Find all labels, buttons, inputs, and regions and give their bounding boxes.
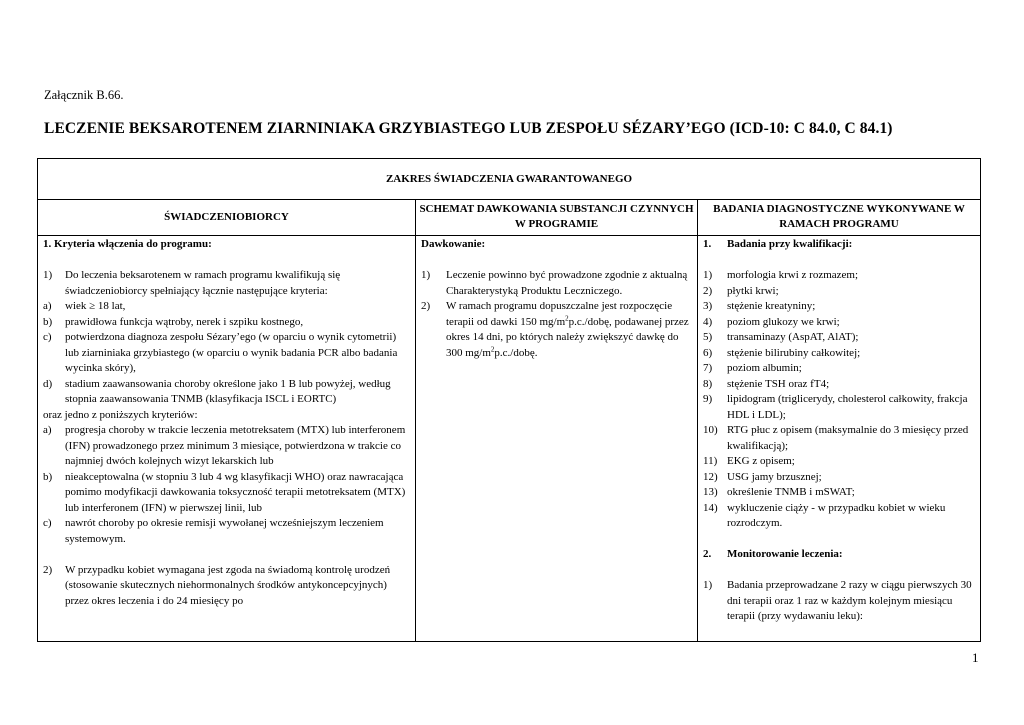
table-section-heading: ZAKRES ŚWIADCZENIA GWARANTOWANEGO <box>38 159 980 200</box>
program-table <box>37 158 981 642</box>
list-item <box>703 330 976 346</box>
list-item <box>703 361 976 377</box>
list-text <box>446 299 693 361</box>
list-item <box>43 516 411 547</box>
dosage-column <box>416 236 698 641</box>
list-marker: 11) <box>703 455 718 467</box>
page-number: 1 <box>972 650 979 665</box>
list-marker: 14) <box>703 501 718 514</box>
list-text: RTG płuc z opisem (maksymalnie do 3 miesięcy przed kwalifikacją); <box>727 424 969 452</box>
list-text: wykluczenie ciąży - w przypadku kobiet w wieku rozrodczym. <box>727 501 946 529</box>
list-item <box>43 330 411 377</box>
list-marker: 3) <box>703 300 713 312</box>
list-text: wiek ≥ 18 lat, <box>65 300 126 312</box>
list-item <box>43 377 411 408</box>
list-marker: 7) <box>703 362 713 374</box>
list-marker: 10) <box>703 424 718 436</box>
document-title: LECZENIE BEKSAROTENEM ZIARNINIAKA GRZYBIASTEGO LUB ZESPOŁU SÉZARY’EGO (ICD-10: C 84.0, C 84.1) <box>44 120 893 137</box>
list-item <box>703 377 976 393</box>
list-marker: 1) <box>703 579 713 591</box>
list-marker: 6) <box>703 346 713 359</box>
list-text: potwierdzona diagnoza zespołu Sézary’ego (w oparciu o wynik cytometrii) lub ziarniniaka grzybiastego (w oparciu o wynik badania PCR albo badania wycinka skóry), <box>65 331 398 374</box>
list-marker: b) <box>43 470 53 483</box>
list-text: stężenie kreatyniny; <box>727 300 816 312</box>
list-item <box>703 315 976 331</box>
list-marker: 2) <box>421 300 431 312</box>
dosage-title: Dawkowanie: <box>421 238 486 250</box>
list-item <box>703 346 976 362</box>
list-text: lipidogram (triglicerydy, cholesterol całkowity, frakcja HDL i LDL); <box>727 393 968 421</box>
section-title: Monitorowanie leczenia: <box>727 548 843 560</box>
list-marker: 8) <box>703 377 713 390</box>
list-item <box>43 423 411 470</box>
list-item <box>421 268 693 299</box>
additional-criteria-intro: oraz jedno z poniższych kryteriów: <box>43 408 198 421</box>
list-marker: b) <box>43 315 53 328</box>
list-marker: a) <box>43 424 52 436</box>
list-item <box>703 392 976 423</box>
list-item <box>421 299 693 361</box>
qualification-tests-list <box>703 268 976 532</box>
diagnostics-column <box>698 236 980 641</box>
inclusion-criteria-title: 1. Kryteria włączenia do programu: <box>43 238 212 250</box>
list-item <box>703 578 976 625</box>
list-marker: d) <box>43 377 53 390</box>
list-item <box>703 284 976 300</box>
list-text: nieakceptowalna (w stopniu 3 lub 4 wg klasyfikacji WHO) oraz nawracająca pomimo modyfikacji dawkowania toksyczność terapii metotreksatem (MTX) lub interferonem (IFN) w pierwszej linii, lub <box>65 470 406 514</box>
list-item <box>703 423 976 454</box>
list-text: morfologia krwi z rozmazem; <box>727 269 859 281</box>
list-marker: 4) <box>703 315 713 328</box>
list-text: W przypadku kobiet wymagana jest zgoda na świadomą kontrolę urodzeń (stosowanie skutecznych niehormonalnych środków antykoncepcyjnych) przez okres leczenia i do 24 miesięcy po <box>65 563 391 607</box>
dose-text-c: p.c./dobę. <box>494 346 538 359</box>
list-text: Do leczenia beksarotenem w ramach programu kwalifikują się świadczeniobiorcy spełniający łącznie następujące kryteria: <box>65 269 341 297</box>
list-marker: 5) <box>703 331 713 343</box>
qualification-tests-heading <box>703 237 976 253</box>
list-marker: 13) <box>703 486 718 498</box>
column-header-dosage: SCHEMAT DAWKOWANIA SUBSTANCJI CZYNNYCH W PROGRAMIE <box>416 199 698 236</box>
list-marker: 2) <box>43 563 53 576</box>
column-header-beneficiaries: ŚWIADCZENIOBIORCY <box>38 199 416 236</box>
section-title: Badania przy kwalifikacji: <box>727 238 853 250</box>
dose-superscript: 2 <box>490 344 495 353</box>
list-marker: a) <box>43 300 52 312</box>
list-marker: c) <box>43 517 52 529</box>
list-item <box>43 315 411 331</box>
list-text: Badania przeprowadzane 2 razy w ciągu pierwszych 30 dni terapii oraz 1 raz w każdym kolejnym miesiącu terapii (przy wydawaniu leku): <box>727 579 972 622</box>
beneficiaries-column <box>38 236 416 641</box>
list-item <box>43 299 411 315</box>
list-marker: 2) <box>703 284 713 297</box>
list-text: stężenie bilirubiny całkowitej; <box>727 346 861 359</box>
dose-superscript: 2 <box>565 313 569 322</box>
list-text: transaminazy (AspAT, AlAT); <box>727 331 859 343</box>
list-text: określenie TNMB i mSWAT; <box>727 486 855 498</box>
list-item <box>703 485 976 501</box>
list-item <box>703 299 976 315</box>
list-item <box>703 454 976 470</box>
section-marker: 2. <box>703 548 712 560</box>
annex-label: Załącznik B.66. <box>44 88 124 102</box>
list-marker: 9) <box>703 393 713 405</box>
list-text: prawidłowa funkcja wątroby, nerek i szpiku kostnego, <box>65 315 304 328</box>
list-item <box>703 268 976 284</box>
list-text: nawrót choroby po okresie remisji wywołanej wcześniejszym leczeniem systemowym. <box>65 517 384 545</box>
list-text: płytki krwi; <box>727 284 779 297</box>
dose-text-b: p.c./dobę, podawanej przez okres 14 dni, po których należy zwiększyć dawkę do 300 mg/m <box>446 315 689 359</box>
list-item <box>703 470 976 486</box>
section-marker: 1. <box>703 238 712 250</box>
list-text: EKG z opisem; <box>727 455 795 467</box>
list-marker: 1) <box>703 269 713 281</box>
list-text: Leczenie powinno być prowadzone zgodnie z aktualną Charakterystyką Produktu Leczniczego. <box>446 269 688 297</box>
list-item <box>43 563 411 610</box>
list-marker: 1) <box>43 269 53 281</box>
column-header-diagnostics: BADANIA DIAGNOSTYCZNE WYKONYWANE W RAMACH PROGRAMU <box>698 199 980 236</box>
list-item <box>43 470 411 517</box>
list-item <box>43 268 411 299</box>
list-text: poziom albumin; <box>727 362 802 374</box>
list-marker: 1) <box>421 269 431 281</box>
list-marker: 12) <box>703 470 718 483</box>
list-text: stężenie TSH oraz fT4; <box>727 377 830 390</box>
list-text: poziom glukozy we krwi; <box>727 315 840 328</box>
list-text: stadium zaawansowania choroby określone jako 1 B lub powyżej, według stopnia zaawansowania TNMB (klasyfikacja ISCL i EORTC) <box>65 377 391 405</box>
list-text: USG jamy brzusznej; <box>727 470 822 483</box>
list-marker: c) <box>43 331 52 343</box>
monitoring-heading <box>703 547 976 563</box>
dose-text-a: W ramach programu dopuszczalne jest rozpoczęcie terapii od dawki 150 mg/m <box>446 300 673 328</box>
list-text: progresja choroby w trakcie leczenia metotreksatem (MTX) lub interferonem (IFN) prowadzonego przez minimum 3 miesiące, potwierdzona w trakcie co najmniej dwóch kolejnych wizyt lekarskich lub <box>65 424 406 467</box>
list-item <box>703 501 976 532</box>
